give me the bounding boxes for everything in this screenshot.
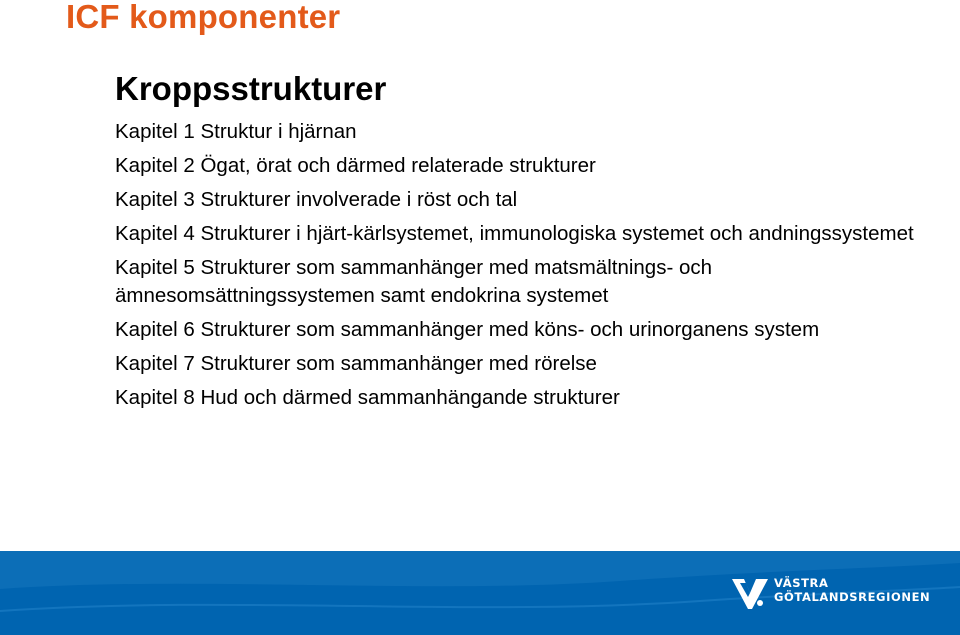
slide-title: ICF komponenter (66, 0, 341, 35)
chapter-list (115, 118, 915, 418)
slide-subtitle: Kroppsstrukturer (115, 70, 387, 107)
vgr-logo-icon (730, 573, 770, 613)
chapter-item: Kapitel 2 Ögat, örat och därmed relaterade strukturer (115, 154, 596, 177)
vgr-logo (730, 573, 931, 619)
vgr-logo-text (774, 576, 930, 604)
logo-line-1: VÄSTRA (774, 576, 829, 590)
chapter-item: Kapitel 7 Strukturer som sammanhänger med rörelse (115, 352, 597, 375)
chapter-item: Kapitel 3 Strukturer involverade i röst och tal (115, 188, 518, 211)
logo-line-2: GÖTALANDSREGIONEN (774, 590, 931, 604)
chapter-item: Kapitel 6 Strukturer som sammanhänger med köns- och urinorganens system (115, 318, 820, 341)
chapter-item: Kapitel 8 Hud och därmed sammanhängande strukturer (115, 386, 620, 409)
chapter-item: Kapitel 4 Strukturer i hjärt-kärlsystemet, immunologiska systemet och andningssystemet (115, 222, 914, 245)
chapter-item: Kapitel 1 Struktur i hjärnan (115, 120, 357, 143)
footer-band (0, 551, 960, 635)
chapter-item: Kapitel 5 Strukturer som sammanhänger med matsmältnings- och ämnesomsättningssystemen samt endokrina systemet (115, 256, 713, 307)
